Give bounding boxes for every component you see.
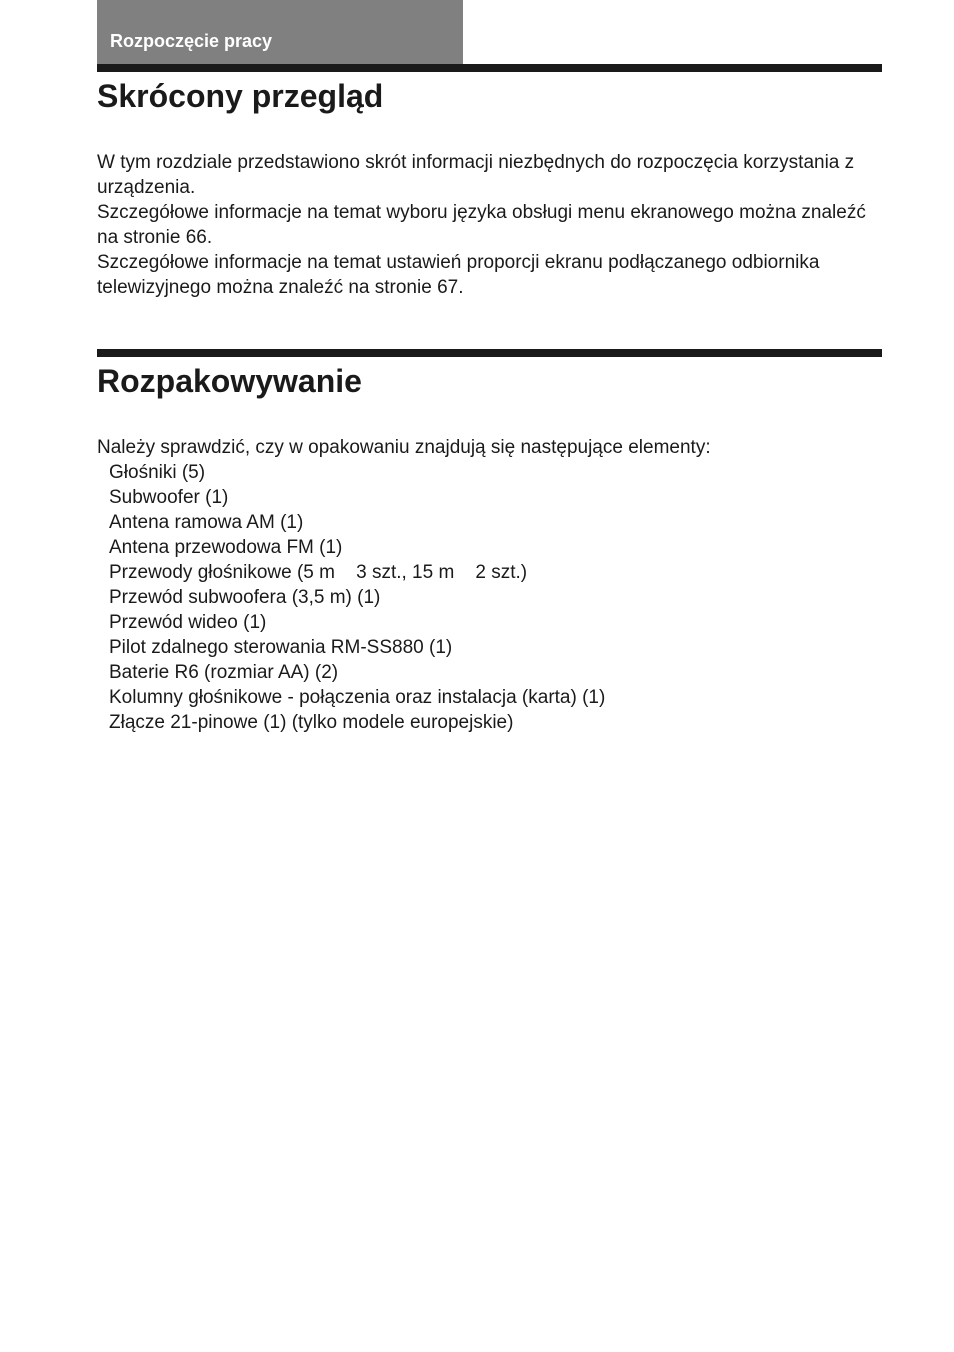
section-divider-unpacking — [97, 349, 882, 357]
list-item: Złącze 21-pinowe (1) (tylko modele europejskie) — [109, 712, 514, 733]
list-item: Antena ramowa AM (1) — [109, 512, 304, 533]
list-item: Pilot zdalnego sterowania RM-SS880 (1) — [109, 637, 453, 658]
list-item: Przewody głośnikowe (5 m 3 szt., 15 m 2 szt.) — [109, 562, 528, 583]
overview-paragraph: Szczegółowe informacje na temat ustawień proporcji ekranu podłączanego odbiornika telewizyjnego można znaleźć na stronie 67. — [97, 252, 820, 298]
list-item: Przewód subwoofera (3,5 m) (1) — [109, 587, 381, 608]
unpacking-intro: Należy sprawdzić, czy w opakowaniu znajdują się następujące elementy: — [97, 437, 711, 458]
overview-text — [97, 150, 867, 300]
overview-paragraph: Szczegółowe informacje na temat wyboru języka obsługi menu ekranowego można znaleźć na stronie 66. — [97, 202, 866, 248]
list-item: Subwoofer (1) — [109, 487, 229, 508]
list-item: Przewód wideo (1) — [109, 612, 267, 633]
overview-paragraph: W tym rozdziale przedstawiono skrót informacji niezbędnych do rozpoczęcia korzystania z urządzenia. — [97, 152, 855, 198]
package-contents-list — [109, 460, 605, 735]
list-item: Głośniki (5) — [109, 462, 206, 483]
list-item: Baterie R6 (rozmiar AA) (2) — [109, 662, 339, 683]
unpacking-heading: Rozpakowywanie — [97, 363, 362, 399]
section-divider-overview — [97, 64, 882, 72]
list-item: Kolumny głośnikowe - połączenia oraz instalacja (karta) (1) — [109, 687, 606, 708]
overview-heading: Skrócony przegląd — [97, 78, 384, 114]
section-tab-label: Rozpoczęcie pracy — [110, 31, 273, 51]
section-tab — [97, 0, 463, 64]
list-item: Antena przewodowa FM (1) — [109, 537, 343, 558]
